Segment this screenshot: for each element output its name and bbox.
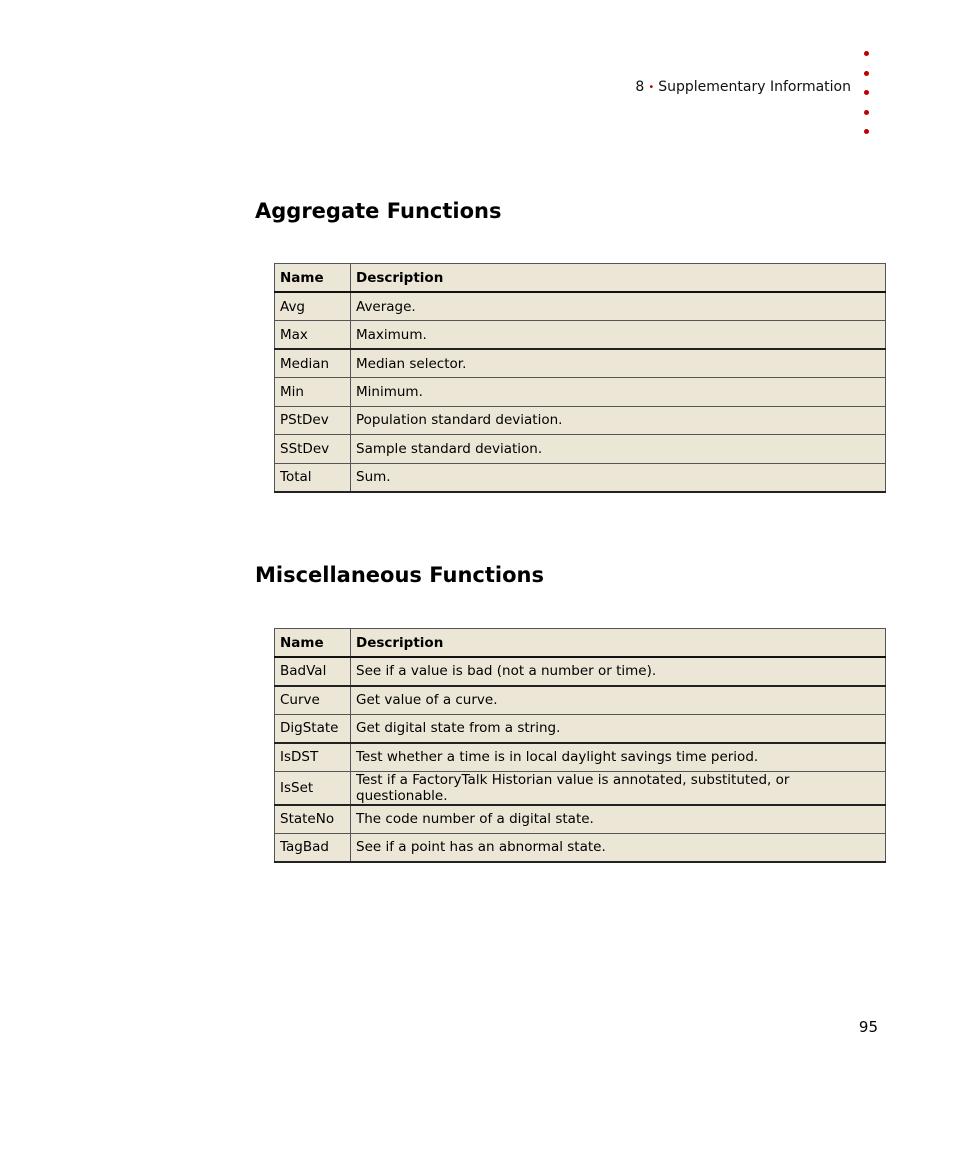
function-name: TagBad [275,833,351,862]
margin-dot-icon [864,129,869,134]
table-header-row [275,264,886,293]
function-description: See if a point has an abnormal state. [351,833,886,862]
function-name: Total [275,463,351,492]
margin-dot-icon [864,51,869,56]
header-separator-icon: • [648,82,655,93]
function-description: Test if a FactoryTalk Historian value is annotated, substituted, or questionable. [351,771,886,805]
margin-dots [864,51,874,149]
function-description: Test whether a time is in local daylight savings time period. [351,743,886,772]
table-header-row [275,629,886,658]
aggregate-functions-heading: Aggregate Functions [255,199,502,223]
function-name: PStDev [275,406,351,435]
table-row [275,743,886,772]
margin-dot-icon [864,90,869,95]
function-name: DigState [275,714,351,743]
function-description: Population standard deviation. [351,406,886,435]
column-header-description: Description [351,629,886,658]
table-row [275,463,886,492]
function-name: IsDST [275,743,351,772]
function-description: Get value of a curve. [351,686,886,715]
chapter-title: Supplementary Information [658,79,851,95]
table-row [275,833,886,862]
miscellaneous-functions-table [274,628,886,863]
margin-dot-icon [864,71,869,76]
chapter-number: 8 [635,79,645,95]
function-description: Sum. [351,463,886,492]
function-description: Sample standard deviation. [351,435,886,464]
function-name: IsSet [275,771,351,805]
function-description: The code number of a digital state. [351,805,886,834]
function-name: Max [275,321,351,350]
function-name: StateNo [275,805,351,834]
function-name: BadVal [275,657,351,686]
table-row [275,321,886,350]
page-number: 95 [858,1018,878,1036]
table-row [275,771,886,805]
function-description: Get digital state from a string. [351,714,886,743]
function-name: Median [275,349,351,378]
aggregate-functions-table [274,263,886,493]
table-row [275,686,886,715]
margin-dot-icon [864,110,869,115]
table-row [275,714,886,743]
table-row [275,349,886,378]
table-row [275,657,886,686]
function-description: Average. [351,292,886,321]
miscellaneous-functions-heading: Miscellaneous Functions [255,563,544,587]
running-header [635,79,851,95]
function-name: SStDev [275,435,351,464]
function-description: Median selector. [351,349,886,378]
column-header-name: Name [275,264,351,293]
function-name: Avg [275,292,351,321]
table-row [275,406,886,435]
table-row [275,805,886,834]
column-header-description: Description [351,264,886,293]
function-name: Curve [275,686,351,715]
table-row [275,378,886,407]
column-header-name: Name [275,629,351,658]
function-name: Min [275,378,351,407]
function-description: Maximum. [351,321,886,350]
table-row [275,435,886,464]
function-description: Minimum. [351,378,886,407]
function-description: See if a value is bad (not a number or time). [351,657,886,686]
table-row [275,292,886,321]
